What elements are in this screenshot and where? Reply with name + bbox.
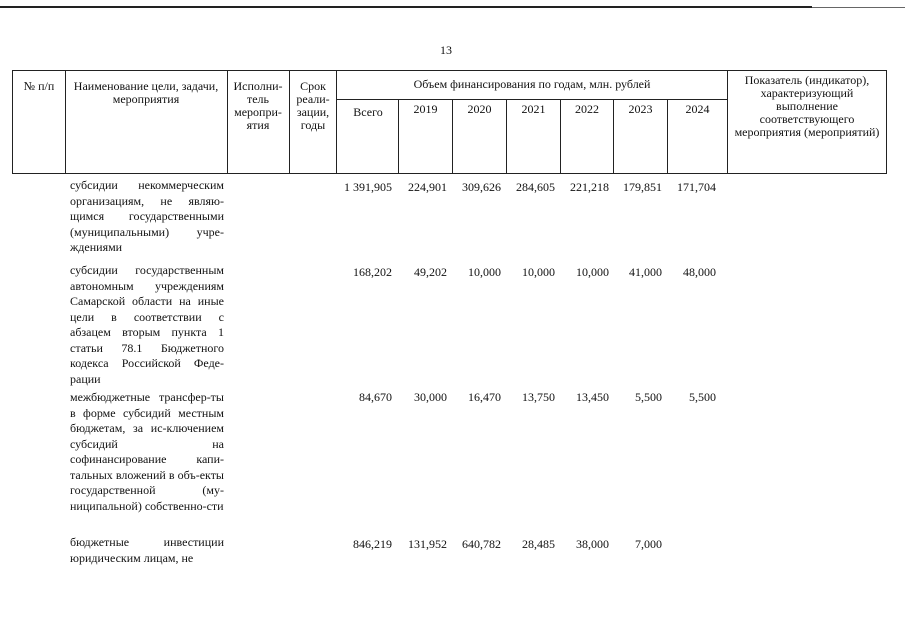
value-2022: 38,000 bbox=[576, 537, 609, 551]
header-funding: Объем финансирования по годам, млн. рублей bbox=[413, 77, 651, 91]
value-2020: 640,782 bbox=[462, 537, 501, 551]
value-2024: 5,500 bbox=[689, 390, 716, 404]
header-year: 2024 bbox=[685, 102, 710, 116]
table-header bbox=[12, 70, 887, 174]
row-name: субсидии государственным автономным учреждениям Самарской области на иные цели в соответствии с абзацем вторым пункта 1 статьи 78.1 Бюджетного кодекса Российской Феде-рации bbox=[70, 263, 224, 386]
col-border bbox=[886, 70, 887, 174]
page-top-rule bbox=[0, 6, 812, 8]
value-2024: 48,000 bbox=[683, 265, 716, 279]
header-year: 2019 bbox=[413, 102, 438, 116]
header-year: 2020 bbox=[467, 102, 492, 116]
header-executor: Исполни-тель меропри-ятия bbox=[233, 79, 283, 132]
value-2022: 10,000 bbox=[576, 265, 609, 279]
value-2024: 171,704 bbox=[677, 180, 716, 194]
value-2020: 309,626 bbox=[462, 180, 501, 194]
header-name: Наименование цели, задачи, мероприятия bbox=[73, 79, 219, 106]
header-bottom-border bbox=[12, 173, 887, 174]
header-year: 2022 bbox=[575, 102, 599, 116]
row-name: субсидии некоммерческим организациям, не являю-щимся государственными (муниципальными) учре-ждениями bbox=[70, 178, 224, 254]
value-2023: 5,500 bbox=[635, 390, 662, 404]
value-2021: 28,485 bbox=[522, 537, 555, 551]
value-2022: 13,450 bbox=[576, 390, 609, 404]
col-border bbox=[727, 70, 728, 174]
value-total: 168,202 bbox=[353, 265, 392, 279]
col-border bbox=[12, 70, 13, 174]
col-border bbox=[65, 70, 66, 174]
page-top-rule-faint bbox=[812, 7, 905, 8]
row-name: бюджетные инвестиции юридическим лицам, не bbox=[70, 535, 224, 565]
value-2023: 179,851 bbox=[623, 180, 662, 194]
value-2019: 131,952 bbox=[408, 537, 447, 551]
header-indicator: Показатель (индикатор), характеризующий выполнение соответствующего мероприятия (мероприятий) bbox=[734, 73, 880, 139]
value-2020: 10,000 bbox=[468, 265, 501, 279]
funding-subheader-border bbox=[336, 99, 727, 100]
value-2022: 221,218 bbox=[570, 180, 609, 194]
header-term: Срок реали-зации, годы bbox=[296, 79, 330, 132]
header-year: 2021 bbox=[521, 102, 546, 116]
value-2021: 284,605 bbox=[516, 180, 555, 194]
col-border bbox=[336, 70, 337, 174]
value-2023: 41,000 bbox=[629, 265, 662, 279]
value-2023: 7,000 bbox=[635, 537, 662, 551]
col-border bbox=[289, 70, 290, 174]
header-number: № п/п bbox=[23, 79, 55, 93]
value-2021: 13,750 bbox=[522, 390, 555, 404]
header-total: Всего bbox=[353, 105, 383, 119]
value-2019: 224,901 bbox=[408, 180, 447, 194]
value-2019: 49,202 bbox=[414, 265, 447, 279]
page-number: 13 bbox=[440, 43, 452, 57]
col-border bbox=[227, 70, 228, 174]
value-2021: 10,000 bbox=[522, 265, 555, 279]
row-name: межбюджетные трансфер-ты в форме субсидий местным бюджетам, за ис-ключением субсидий на софинансирование капи-тальных вложений в объ-екты государственной (му-ниципальной) собственно-сти bbox=[70, 390, 224, 513]
value-total: 1 391,905 bbox=[344, 180, 392, 194]
header-year: 2023 bbox=[628, 102, 653, 116]
value-total: 84,670 bbox=[359, 390, 392, 404]
value-2020: 16,470 bbox=[468, 390, 501, 404]
value-2019: 30,000 bbox=[414, 390, 447, 404]
value-total: 846,219 bbox=[353, 537, 392, 551]
header-top-border bbox=[12, 70, 887, 71]
